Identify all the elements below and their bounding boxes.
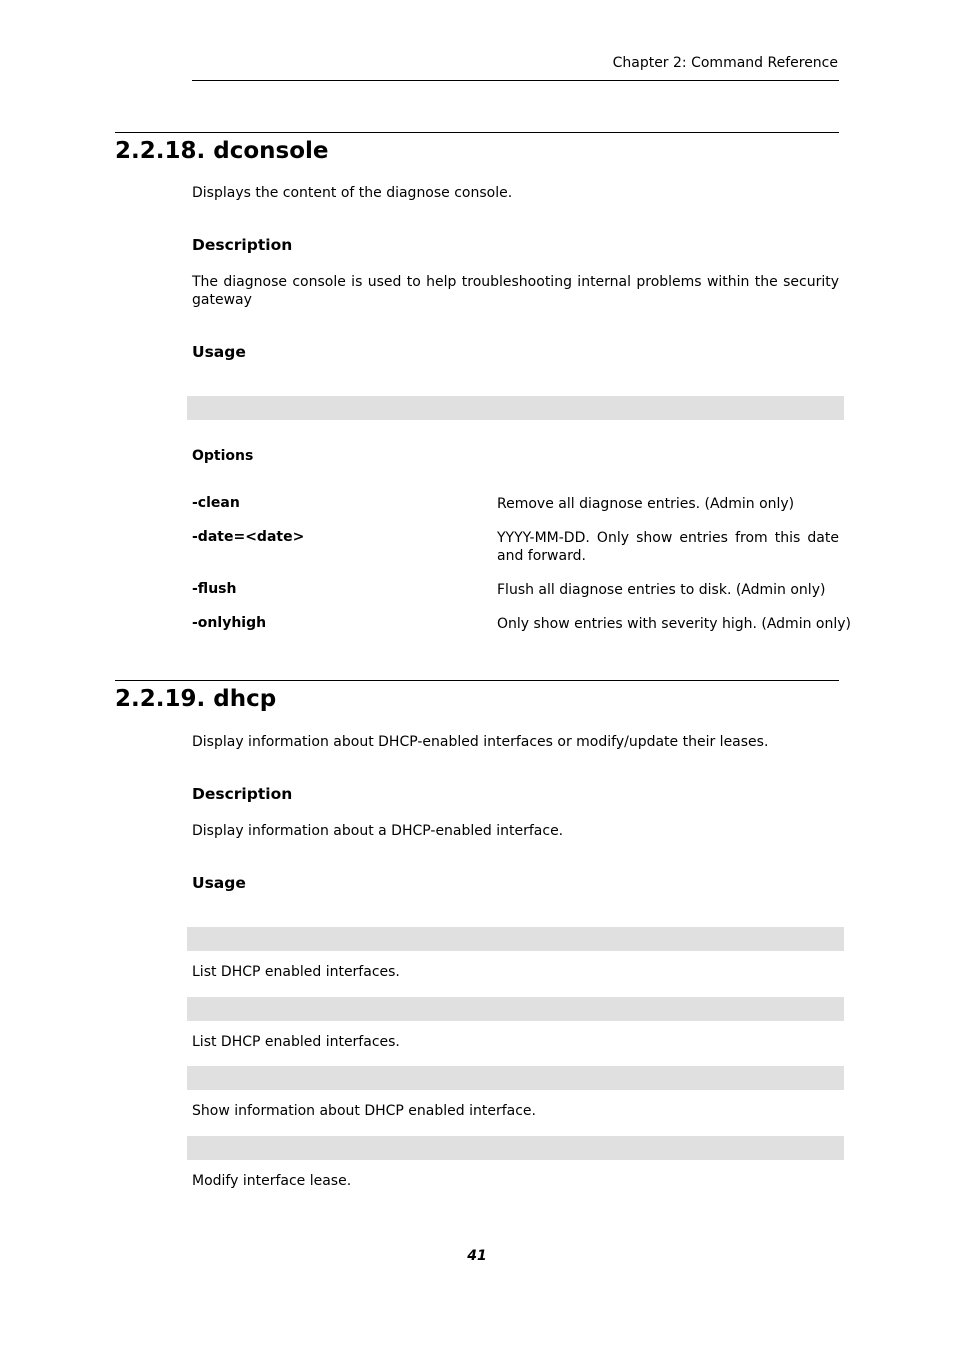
section-title-dhcp: 2.2.19. dhcp [115, 686, 277, 712]
dhcp-usage-note: Modify interface lease. [192, 1173, 352, 1189]
dconsole-options-heading: Options [192, 448, 254, 464]
dhcp-usage-note: Show information about DHCP enabled interface. [192, 1103, 536, 1119]
option-name-clean: -clean [192, 495, 240, 511]
dhcp-usage-code-box [187, 927, 844, 951]
section-title-dconsole: 2.2.18. dconsole [115, 138, 329, 164]
running-header: Chapter 2: Command Reference [612, 55, 838, 71]
option-desc-onlyhigh: Only show entries with severity high. (Admin only) [497, 616, 851, 632]
option-desc-clean: Remove all diagnose entries. (Admin only) [497, 496, 795, 512]
dhcp-usage-code-box [187, 1136, 844, 1160]
dhcp-usage-note: List DHCP enabled interfaces. [192, 964, 400, 980]
dhcp-usage-code-box [187, 997, 844, 1021]
dhcp-usage-heading: Usage [192, 874, 246, 892]
dconsole-description: The diagnose console is used to help troubleshooting internal problems within the security gateway [192, 274, 839, 308]
option-name-date: -date=<date> [192, 529, 305, 545]
option-desc-flush: Flush all diagnose entries to disk. (Admin only) [497, 582, 826, 598]
section-rule-dhcp [115, 680, 839, 681]
header-rule [192, 80, 839, 81]
dhcp-usage-code-box [187, 1066, 844, 1090]
dhcp-description-heading: Description [192, 785, 293, 803]
dhcp-usage-note: List DHCP enabled interfaces. [192, 1034, 400, 1050]
dhcp-description: Display information about a DHCP-enabled interface. [192, 823, 564, 839]
dhcp-summary: Display information about DHCP-enabled interfaces or modify/update their leases. [192, 734, 769, 750]
option-desc-date: YYYY-MM-DD. Only show entries from this date and forward. [497, 530, 839, 564]
dconsole-usage-code-box [187, 396, 844, 420]
option-name-onlyhigh: -onlyhigh [192, 615, 267, 631]
option-name-flush: -flush [192, 581, 237, 597]
dconsole-summary: Displays the content of the diagnose console. [192, 185, 513, 201]
dconsole-usage-heading: Usage [192, 343, 246, 361]
section-rule-dconsole [115, 132, 839, 133]
page-number: 41 [467, 1248, 487, 1264]
dconsole-description-heading: Description [192, 236, 293, 254]
